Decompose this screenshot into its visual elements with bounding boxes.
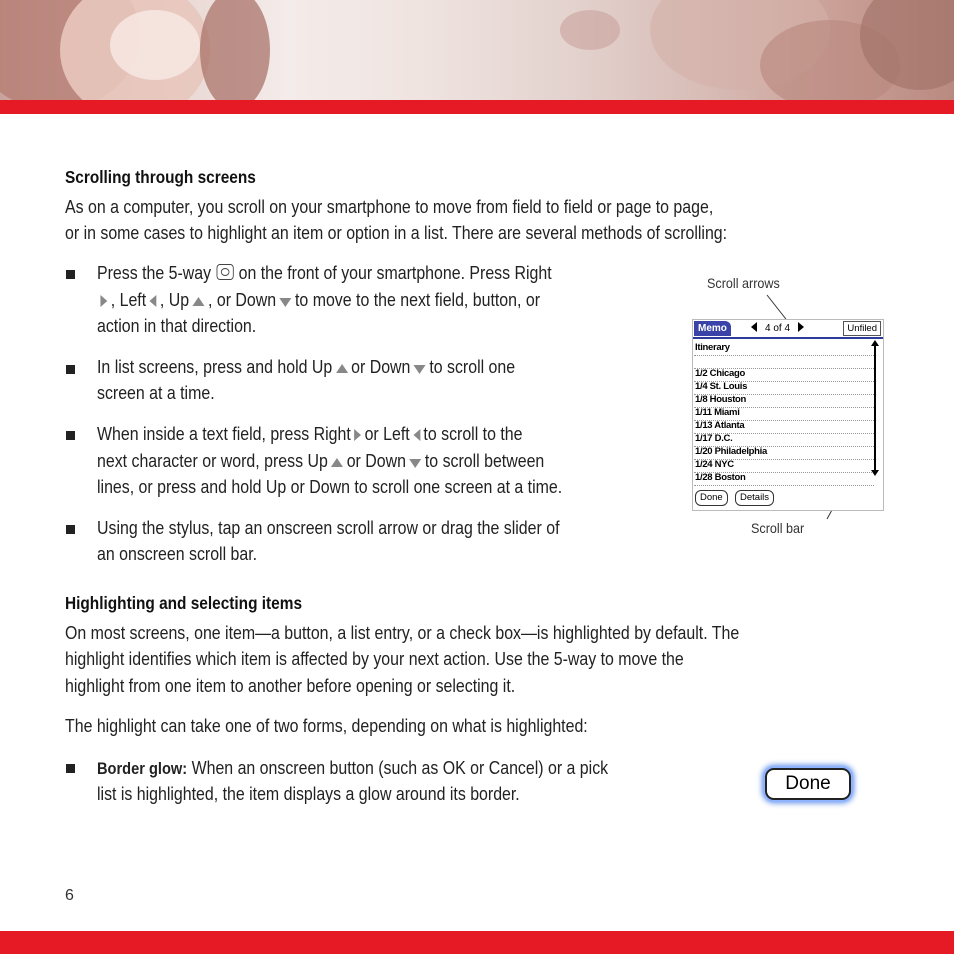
bullet2-line2: screen at a time. xyxy=(97,382,215,403)
bullet4-line1: Using the stylus, tap an onscreen scroll arrow or drag the slider of xyxy=(97,517,560,538)
bullet3-line3: lines, or press and hold Up or Down to scroll one screen at a time. xyxy=(97,476,563,497)
p1-line2: highlight identifies which item is affected by your next action. Use the 5-way to move the xyxy=(65,648,684,669)
memo-title: Memo xyxy=(694,321,731,336)
memo-row: 1/13 Atlanta xyxy=(695,420,745,431)
footer-red-bar xyxy=(0,931,954,954)
label-scroll-bar: Scroll bar xyxy=(751,520,805,536)
bullet2-line1: In list screens, press and hold Up or Down to scroll one xyxy=(97,356,516,377)
intro-line-1: As on a computer, you scroll on your smartphone to move from field to field or page to page, xyxy=(65,196,714,217)
heading-highlighting: Highlighting and selecting items xyxy=(65,593,303,613)
scroll-left-arrow-icon[interactable] xyxy=(751,322,757,332)
bullet1-line1: Press the 5-way on the front of your smartphone. Press Right xyxy=(97,262,552,283)
memo-row: 1/8 Houston xyxy=(695,394,747,405)
memo-row: 1/11 Miami xyxy=(695,407,740,418)
p1-line3: highlight from one item to another before opening or selecting it. xyxy=(65,675,516,696)
page-nav: 4 of 4 xyxy=(751,322,804,335)
p2: The highlight can take one of two forms, depending on what is highlighted: xyxy=(65,715,588,736)
memo-row: 1/24 NYC xyxy=(695,459,734,470)
scroll-down-arrow-icon[interactable] xyxy=(871,470,879,476)
intro-line-2: or in some cases to highlight an item or option in a list. There are several methods of scrolling: xyxy=(65,222,728,243)
heading-scrolling: Scrolling through screens xyxy=(65,167,256,187)
bullet3-line2: next character or word, press Up or Down to scroll between xyxy=(97,450,545,471)
label-scroll-arrows: Scroll arrows xyxy=(707,275,780,291)
done-button[interactable]: Done xyxy=(695,490,728,506)
details-button[interactable]: Details xyxy=(735,490,774,506)
scroll-right-arrow-icon[interactable] xyxy=(798,322,804,332)
done-button-glow[interactable]: Done xyxy=(765,768,851,800)
memo-row: 1/28 Boston xyxy=(695,472,746,483)
bullet3-line1: When inside a text field, press Right or Left to scroll to the xyxy=(97,423,523,444)
memo-row: Itinerary xyxy=(695,342,730,353)
memo-row: 1/2 Chicago xyxy=(695,368,746,379)
page-number: 6 xyxy=(65,887,74,904)
bullet-marker xyxy=(66,764,75,773)
memo-row: 1/4 St. Louis xyxy=(695,381,748,392)
border-glow-line2: list is highlighted, the item displays a glow around its border. xyxy=(97,783,520,804)
p1-line1: On most screens, one item—a button, a list entry, or a check box—is highlighted by default. The xyxy=(65,622,740,643)
bullet4-line2: an onscreen scroll bar. xyxy=(97,543,258,564)
bullet1-line3: action in that direction. xyxy=(97,315,257,336)
memo-row: 1/20 Philadelphia xyxy=(695,446,767,457)
border-glow-line1: Border glow: When an onscreen button (such as OK or Cancel) or a pick xyxy=(97,757,609,778)
memo-screen xyxy=(692,319,884,511)
category-picker[interactable]: Unfiled xyxy=(843,321,881,336)
memo-row: 1/17 D.C. xyxy=(695,433,733,444)
bullet1-line2: , Left , Up , or Down to move to the next field, button, or xyxy=(97,287,540,314)
scroll-bar[interactable] xyxy=(874,344,876,472)
